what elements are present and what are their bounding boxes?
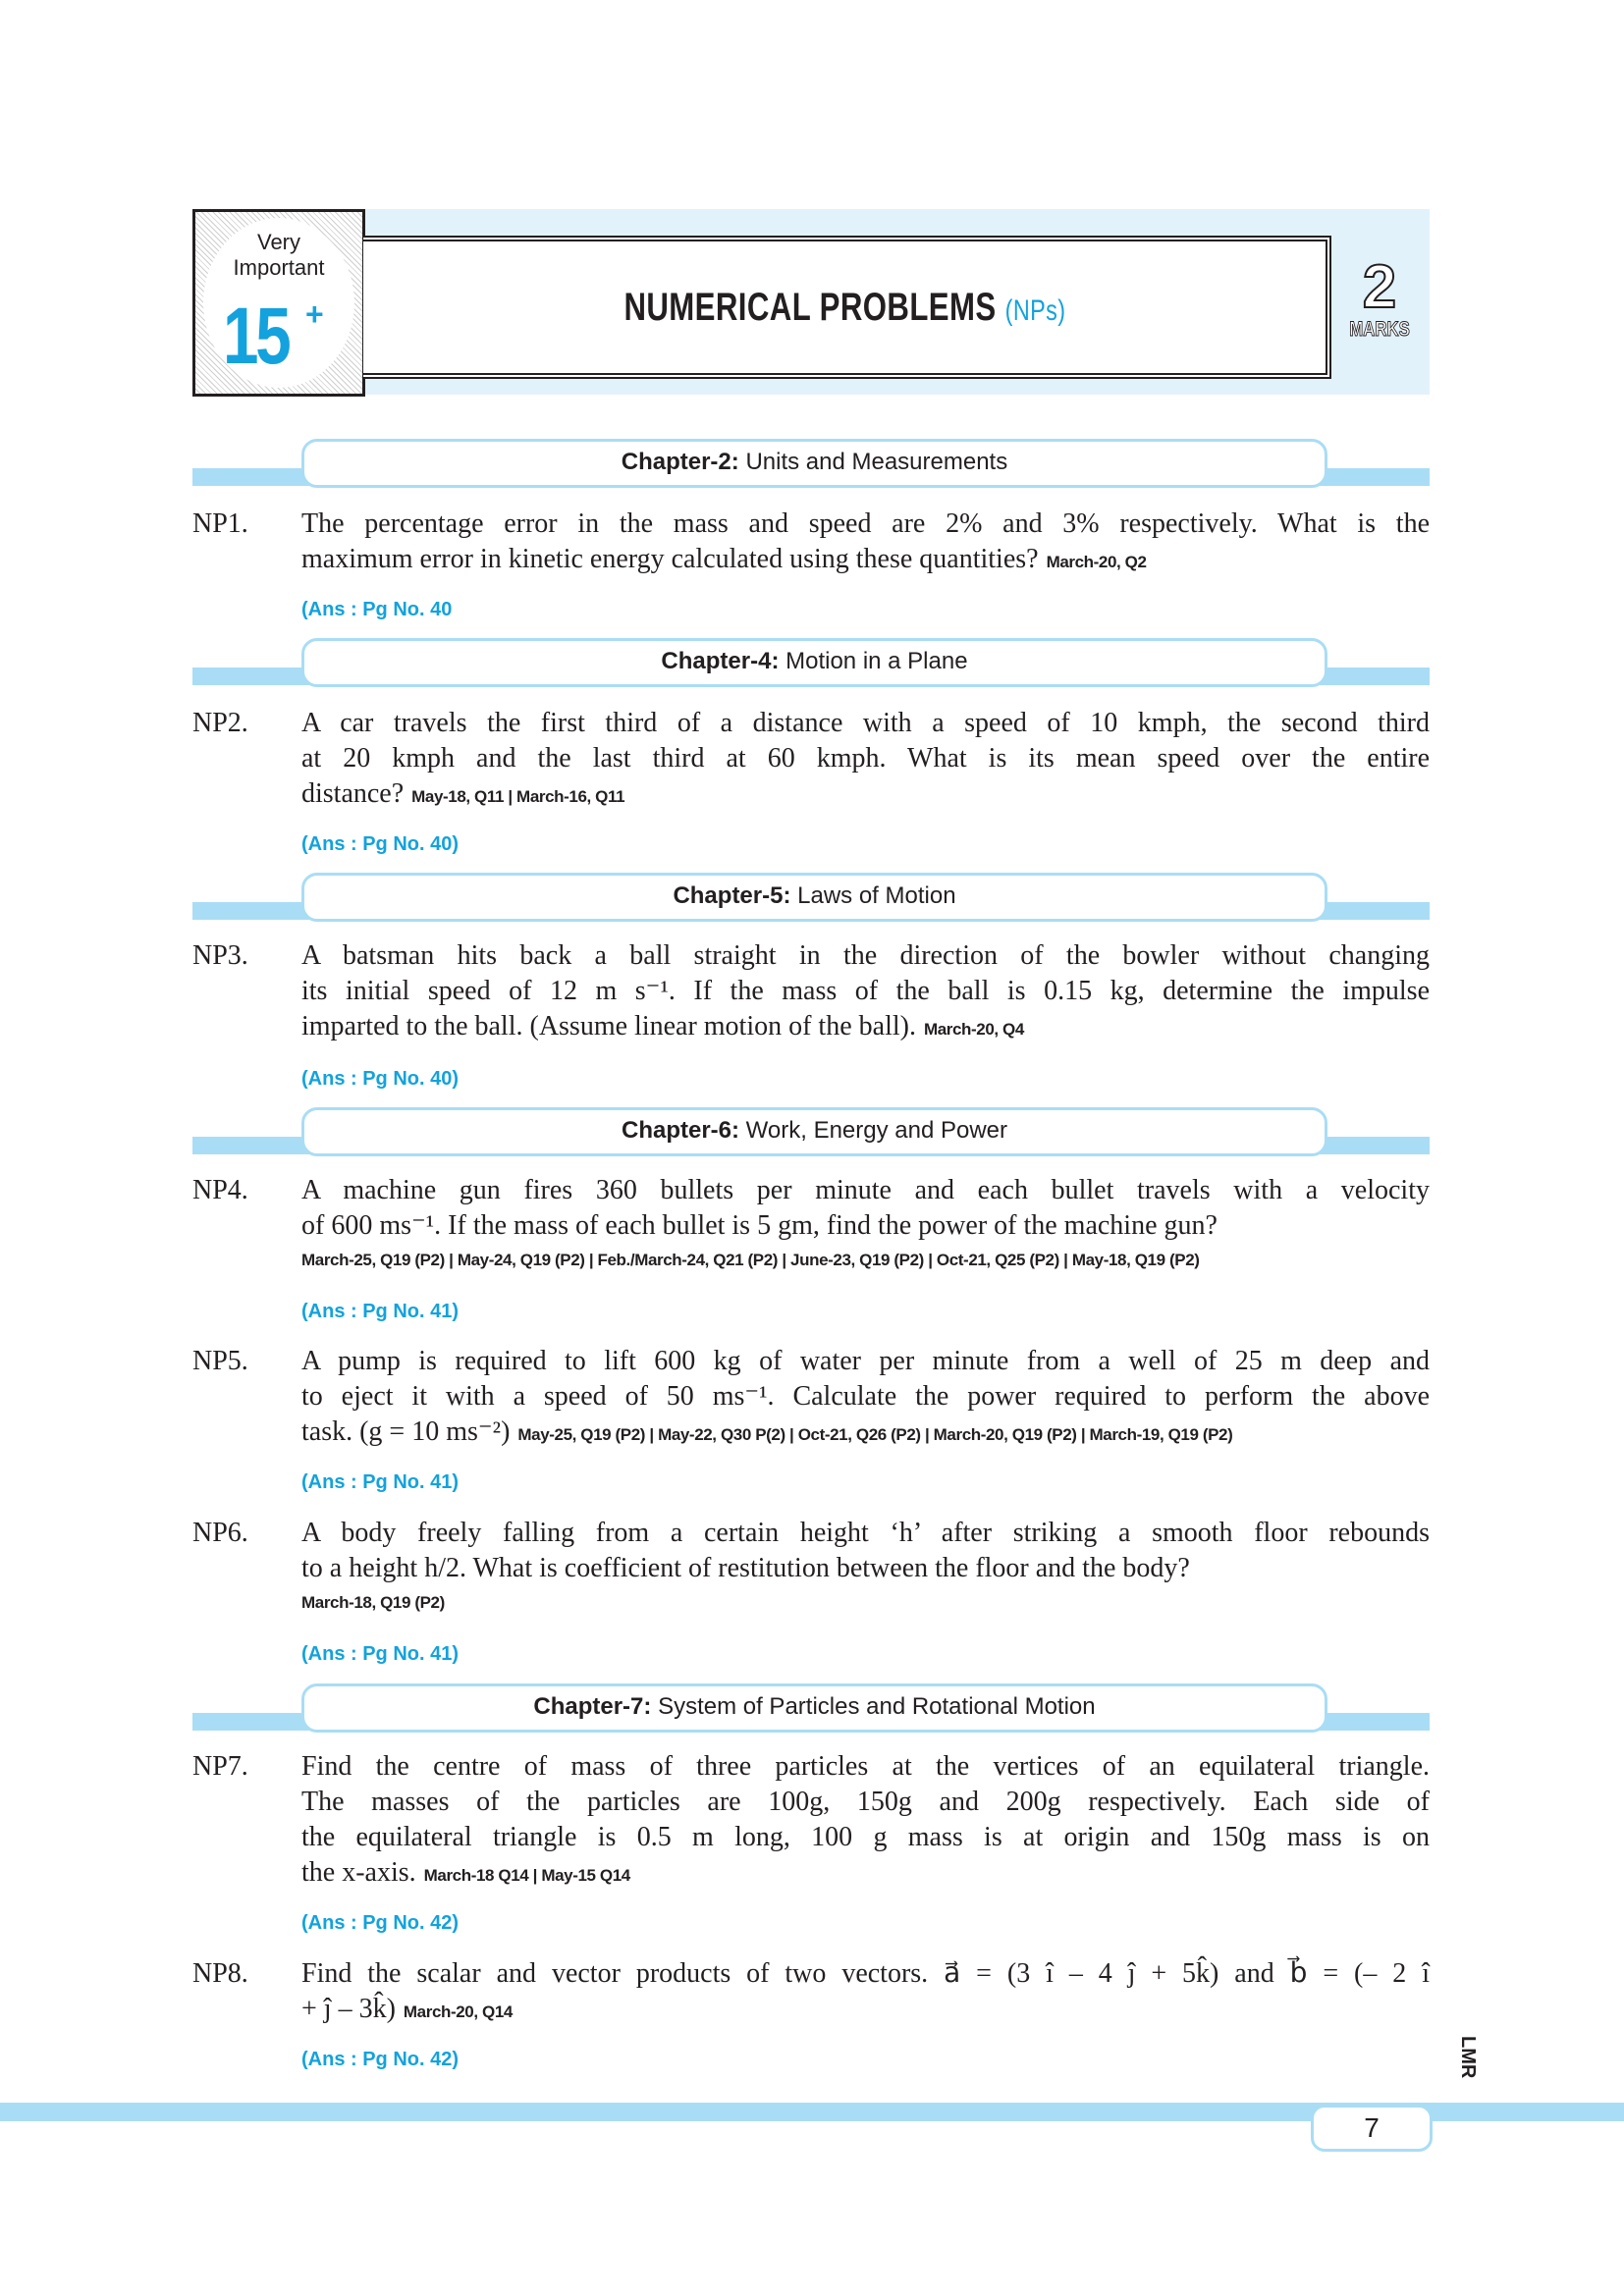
chapter-label: Chapter-6: (621, 1117, 739, 1144)
very-important-badge (192, 209, 365, 397)
problem-number: NP8. (192, 1958, 248, 1989)
exam-reference: March-18 Q14 | May-15 Q14 (423, 1866, 630, 1885)
problem-number: NP6. (192, 1518, 248, 1548)
page-title (623, 286, 1065, 330)
problem-line-text: The masses of the particles are 100g, 150g and 200g respectively. Each side of (301, 1787, 1430, 1817)
problem-line (301, 507, 1430, 542)
badge-number: 15 (223, 292, 289, 381)
marks-label: MARKS (1349, 318, 1410, 341)
problem-line-text: + ĵ – 3k̂) (301, 1994, 396, 2024)
problem-line (301, 1344, 1430, 1379)
problem-text (301, 706, 1430, 812)
problem-line (301, 542, 1430, 577)
problem-line (301, 938, 1430, 974)
chapter-name: Motion in a Plane (785, 648, 968, 674)
problem-text (301, 1749, 1430, 1891)
problem-text (301, 1516, 1430, 1620)
problem-line (301, 706, 1430, 741)
problem-number: NP2. (192, 708, 248, 738)
answer-reference: (Ans : Pg No. 40) (301, 1068, 460, 1090)
exam-reference: March-20, Q2 (1046, 553, 1147, 571)
answer-reference: (Ans : Pg No. 41) (301, 1301, 460, 1322)
problem-line-text: A batsman hits back a ball straight in the direction of the bowler without changing (301, 940, 1430, 971)
chapter-pill (301, 1683, 1327, 1733)
badge-plus: + (305, 296, 324, 332)
problem-line-text: at 20 kmph and the last third at 60 kmph. What is its mean speed over the entire (301, 743, 1430, 774)
answer-reference: (Ans : Pg No. 41) (301, 1471, 460, 1493)
chapter-pill (301, 638, 1327, 687)
problem-line-text: maximum error in kinetic energy calculated using these quantities? (301, 544, 1039, 574)
answer-reference: (Ans : Pg No. 42) (301, 2049, 460, 2070)
problem-number: NP5. (192, 1346, 248, 1376)
problem-line (301, 1415, 1430, 1450)
problem-text (301, 1173, 1430, 1277)
problem-line-text: A machine gun fires 360 bullets per minute and each bullet travels with a velocity (301, 1175, 1430, 1205)
problem-line (301, 1516, 1430, 1551)
chapter-pill (301, 873, 1327, 922)
problem-text (301, 507, 1430, 577)
chapter-name: System of Particles and Rotational Motion (658, 1693, 1096, 1720)
problem-line-text: task. (g = 10 ms⁻²) (301, 1416, 511, 1447)
problem-text (301, 938, 1430, 1044)
chapter-heading (192, 439, 1430, 486)
answer-reference: (Ans : Pg No. 40) (301, 833, 460, 855)
problem-number: NP7. (192, 1751, 248, 1782)
problem-line-text: the x-axis. (301, 1857, 416, 1888)
problem-line-text: distance? (301, 778, 405, 809)
chapter-name: Work, Energy and Power (745, 1117, 1008, 1144)
problem-number: NP3. (192, 940, 248, 971)
exam-reference: May-18, Q11 | March-16, Q11 (411, 787, 625, 806)
exam-reference: March-18, Q19 (P2) (301, 1593, 445, 1612)
problem-line (301, 1820, 1430, 1855)
chapter-heading (192, 638, 1430, 685)
answer-reference: (Ans : Pg No. 40 (301, 599, 453, 620)
problem-line-text: A body freely falling from a certain height ‘h’ after striking a smooth floor rebounds (301, 1518, 1430, 1548)
title-text: NUMERICAL PROBLEMS (623, 285, 997, 329)
problem-line-text: The percentage error in the mass and speed are 2% and 3% respectively. What is the (301, 508, 1430, 539)
problem-line (301, 1009, 1430, 1044)
problem-text (301, 1956, 1430, 2027)
problem-number: NP4. (192, 1175, 248, 1205)
problem-line-text: A pump is required to lift 600 kg of water per minute from a well of 25 m deep and (301, 1346, 1430, 1376)
chapter-label: Chapter-2: (621, 449, 739, 475)
problem-line (301, 974, 1430, 1009)
problem-line (301, 1173, 1430, 1208)
badge-line1: Very (256, 230, 301, 254)
exam-reference: March-20, Q14 (403, 2002, 513, 2021)
problem-line-text: of 600 ms⁻¹. If the mass of each bullet is 5 gm, find the power of the machine gun? (301, 1210, 1218, 1241)
problem-line-text: to a height h/2. What is coefficient of restitution between the floor and the body? (301, 1553, 1190, 1583)
exam-reference: March-20, Q4 (923, 1020, 1024, 1039)
badge-line2: Important (233, 255, 325, 280)
problem-line (301, 1855, 1430, 1891)
problem-line (301, 1379, 1430, 1415)
chapter-label: Chapter-4: (661, 648, 780, 674)
problem-line (301, 1785, 1430, 1820)
problem-line (301, 776, 1430, 812)
problem-line-text: Find the centre of mass of three particles at the vertices of an equilateral triangle. (301, 1751, 1430, 1782)
problem-line (301, 741, 1430, 776)
chapter-label: Chapter-7: (533, 1693, 652, 1720)
chapter-pill (301, 439, 1327, 488)
problem-line (301, 1956, 1430, 1992)
problem-line (301, 1992, 1430, 2027)
problem-line-text: imparted to the ball. (Assume linear motion of the ball). (301, 1011, 916, 1041)
chapter-name: Laws of Motion (797, 882, 956, 909)
chapter-name: Units and Measurements (745, 449, 1008, 475)
exam-reference: March-25, Q19 (P2) | May-24, Q19 (P2) | Feb./March-24, Q21 (P2) | June-23, Q19 (P2) | Oct-21, Q25 (P2) | May-18, Q19 (P2) (301, 1251, 1200, 1269)
problem-line-text: A car travels the first third of a distance with a speed of 10 kmph, the second third (301, 708, 1430, 738)
chapter-heading (192, 873, 1430, 920)
problem-line-text: to eject it with a speed of 50 ms⁻¹. Calculate the power required to perform the above (301, 1381, 1430, 1412)
answer-reference: (Ans : Pg No. 42) (301, 1912, 460, 1934)
exam-reference: May-25, Q19 (P2) | May-22, Q30 P(2) | Oct-21, Q26 (P2) | March-20, Q19 (P2) | March-19, Q19 (P2) (517, 1425, 1233, 1444)
title-box (363, 236, 1331, 379)
title-suffix: (NPs) (1004, 294, 1065, 327)
problem-line (301, 1551, 1430, 1586)
chapter-heading (192, 1683, 1430, 1731)
problem-text (301, 1344, 1430, 1450)
chapter-label: Chapter-5: (673, 882, 791, 909)
side-mark: LMR (1457, 2036, 1479, 2079)
problem-line-text: its initial speed of 12 m s⁻¹. If the mass of the ball is 0.15 kg, determine the impulse (301, 976, 1430, 1006)
marks-badge (1337, 253, 1422, 342)
marks-value: 2 (1362, 253, 1397, 321)
problem-line-text: Find the scalar and vector products of two vectors. a⃗ = (3 î – 4 ĵ + 5k̂) and b⃗ = (– 2 î (301, 1958, 1430, 1989)
chapter-pill (301, 1107, 1327, 1156)
problem-line (301, 1208, 1430, 1244)
answer-reference: (Ans : Pg No. 41) (301, 1643, 460, 1665)
problem-line (301, 1749, 1430, 1785)
problem-line-text: the equilateral triangle is 0.5 m long, 100 g mass is at origin and 150g mass is on (301, 1822, 1430, 1852)
problem-number: NP1. (192, 508, 248, 539)
chapter-heading (192, 1107, 1430, 1154)
page-number: 7 (1311, 2105, 1433, 2152)
